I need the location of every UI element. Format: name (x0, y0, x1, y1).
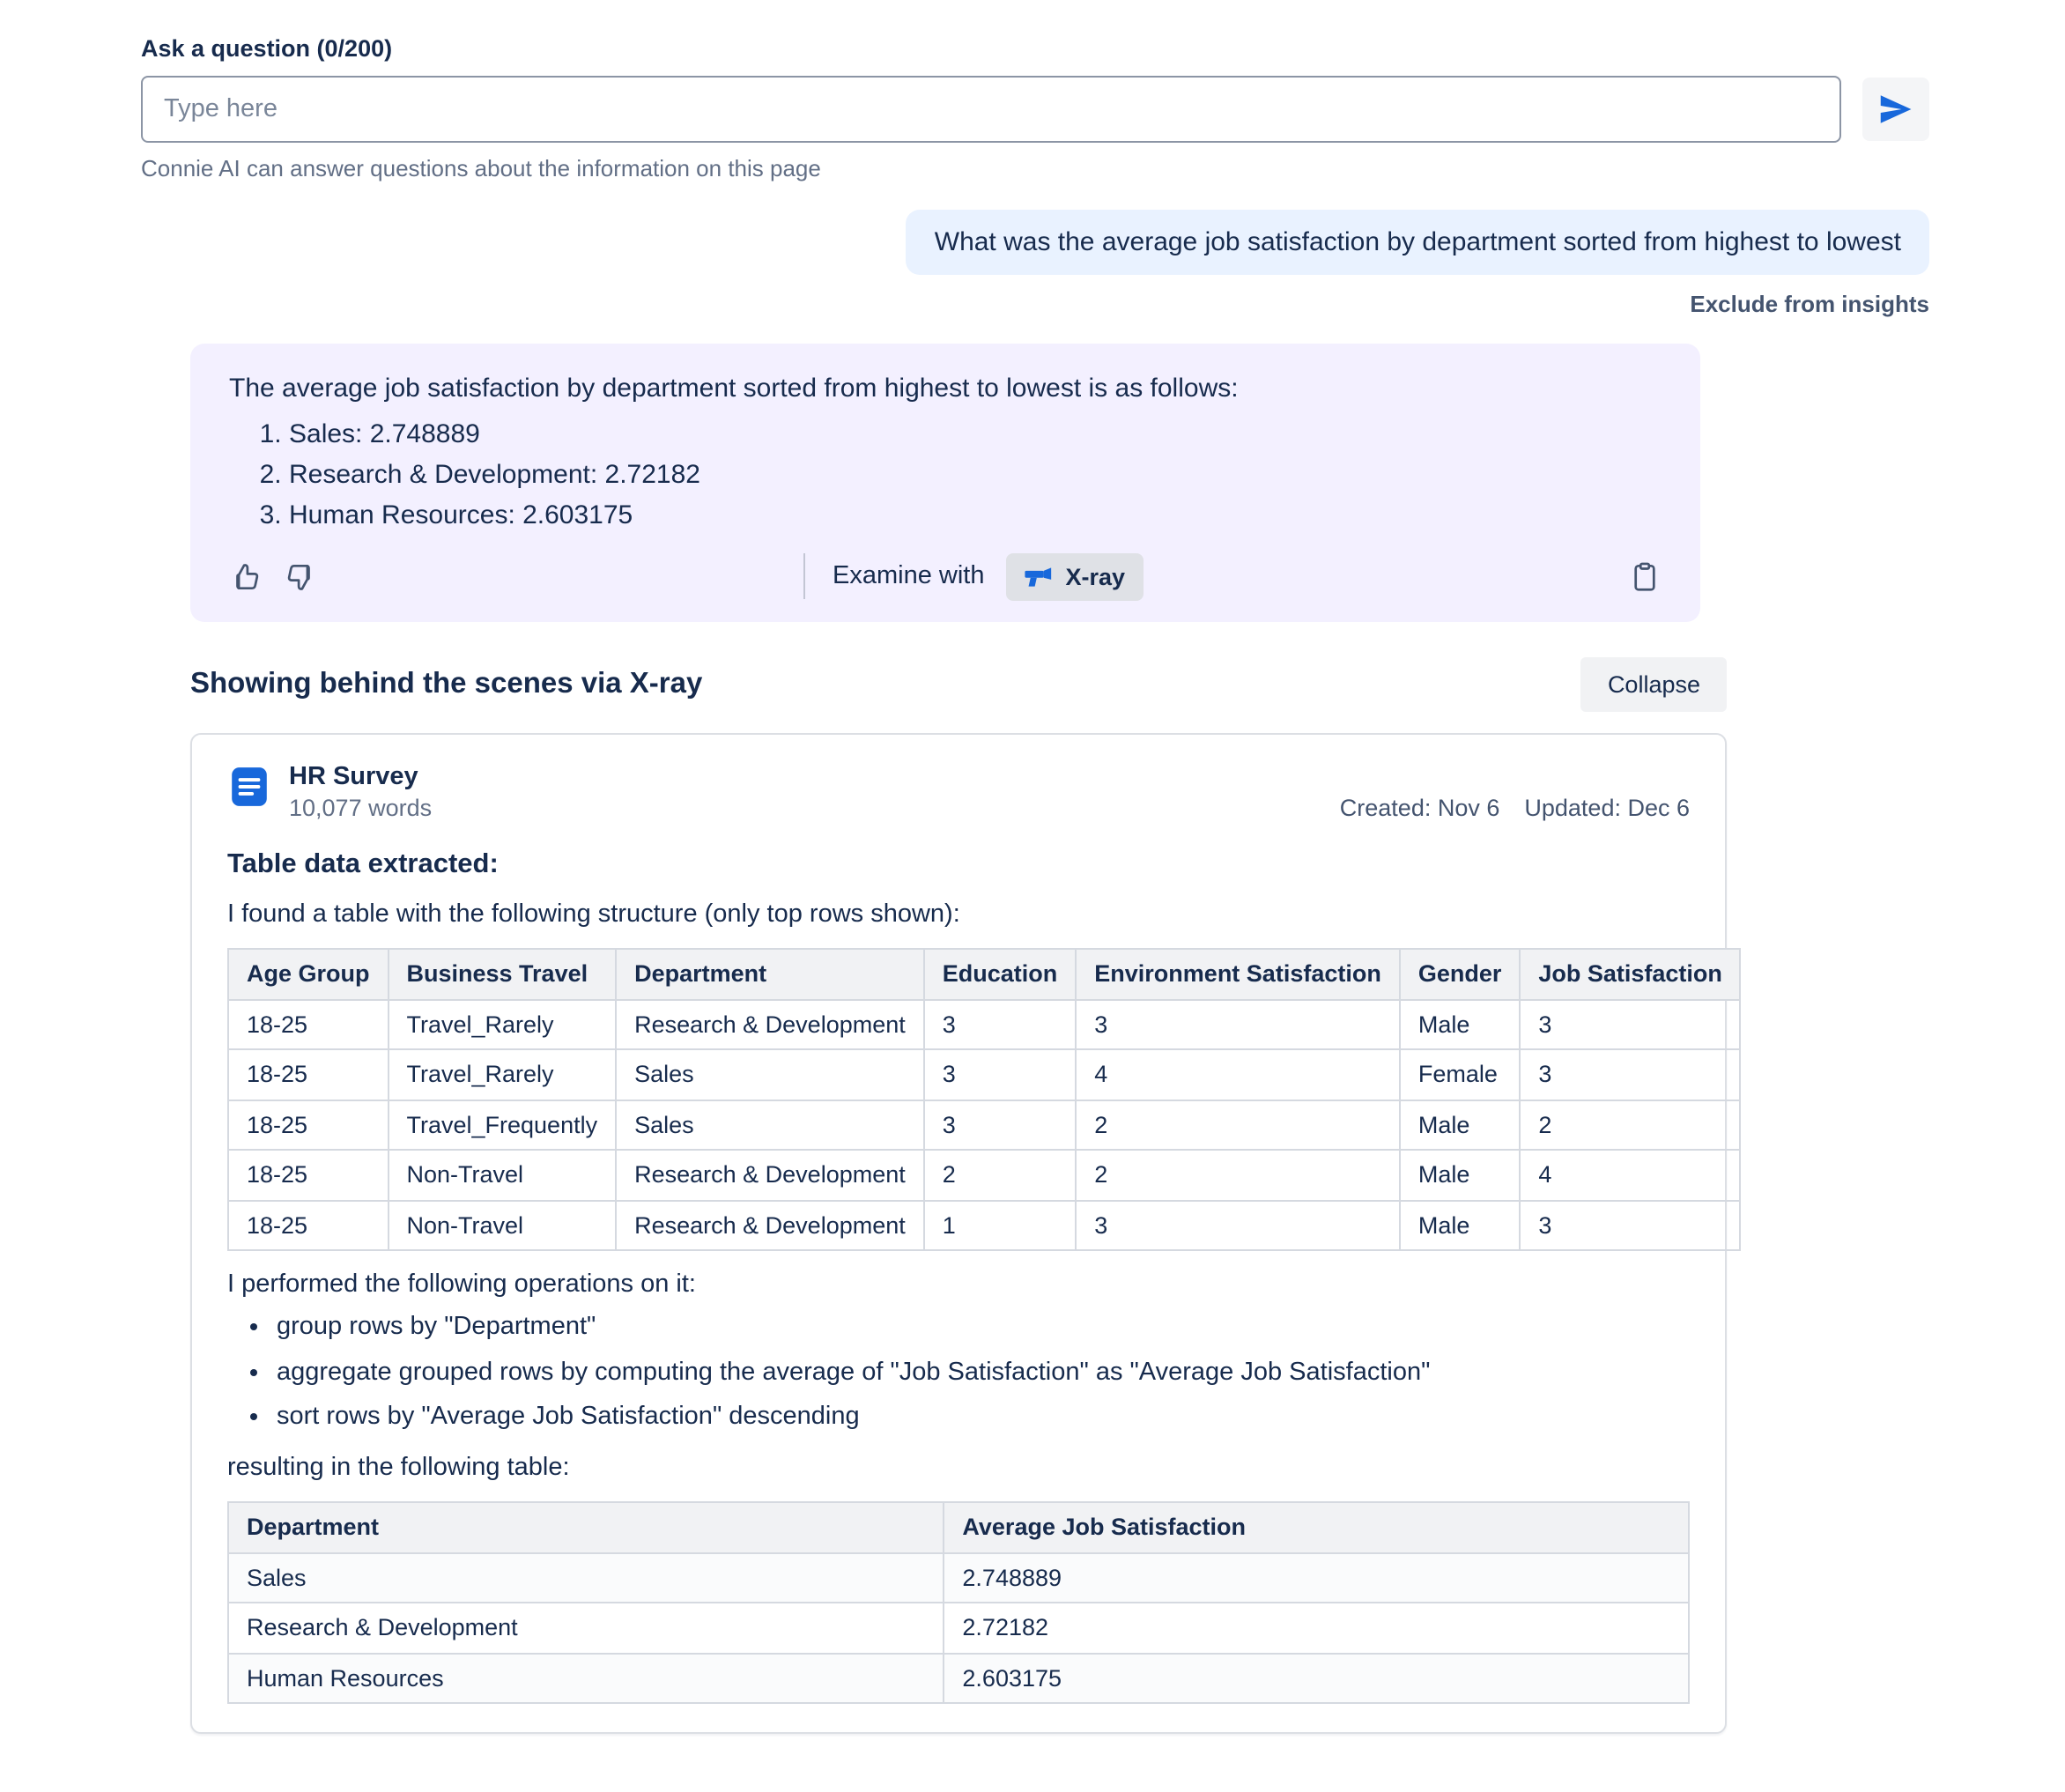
document-icon (227, 765, 271, 809)
document-dates (1340, 795, 1690, 821)
copy-to-clipboard-button[interactable] (1628, 559, 1662, 593)
table-cell: 3 (924, 1100, 1077, 1150)
table-cell: Travel_Rarely (389, 1049, 617, 1100)
table-row (228, 999, 1741, 1049)
user-question-bubble: What was the average job satisfaction by department sorted from highest to lowest (907, 210, 1929, 275)
table-cell: 2 (1076, 1150, 1400, 1200)
table-row (228, 1150, 1741, 1200)
list-item: 2. Research & Development: 2.72182 (289, 460, 1662, 490)
chat-section (141, 210, 1929, 622)
column-header: Department (228, 1502, 944, 1552)
answer-intro-text: The average job satisfaction by department sorted from highest to lowest is as follows: (229, 374, 1239, 404)
answer-ranked-list (229, 419, 1662, 530)
ask-section (141, 35, 1929, 181)
document-updated-date: Updated: Dec 6 (1524, 795, 1690, 821)
operations-list (245, 1310, 1690, 1435)
table-cell: 2.72182 (944, 1603, 1689, 1654)
table-cell: Male (1400, 1100, 1521, 1150)
thumbs-up-icon (229, 559, 263, 593)
table-row (228, 1049, 1741, 1100)
column-header: Gender (1400, 949, 1521, 999)
question-input[interactable] (141, 76, 1841, 143)
operations-intro-text: I performed the following operations on it: (227, 1270, 696, 1300)
table-cell: 2 (1520, 1100, 1741, 1150)
xray-button-label: X-ray (1065, 563, 1126, 589)
found-table-text: I found a table with the following structure (only top rows shown): (227, 900, 960, 929)
document-meta (289, 763, 432, 821)
examine-with-label: Examine with (833, 562, 985, 590)
table-cell: Research & Development (228, 1603, 944, 1654)
table-cell: 3 (1076, 1200, 1400, 1250)
table-cell: 18-25 (228, 1150, 389, 1200)
list-item: • sort rows by "Average Job Satisfaction" descending (277, 1399, 1690, 1435)
table-cell: Research & Development (616, 999, 924, 1049)
table-cell: Research & Development (616, 1150, 924, 1200)
user-message-row (141, 210, 1929, 275)
table-row (228, 1100, 1741, 1150)
table-cell: Travel_Rarely (389, 999, 617, 1049)
table-cell: Female (1400, 1049, 1521, 1100)
feedback-buttons (229, 559, 317, 593)
column-header: Environment Satisfaction (1076, 949, 1400, 999)
exclude-row (141, 289, 1929, 321)
send-icon (1876, 90, 1915, 129)
column-header: Job Satisfaction (1520, 949, 1741, 999)
thumbs-down-button[interactable] (284, 559, 317, 593)
table-cell: Travel_Frequently (389, 1100, 617, 1150)
column-header: Age Group (228, 949, 389, 999)
table-header-row (228, 949, 1741, 999)
thumbs-down-icon (284, 559, 317, 593)
list-item: • group rows by "Department" (277, 1310, 1690, 1346)
result-intro-text: resulting in the following table: (227, 1454, 570, 1483)
table-cell: 2.748889 (944, 1552, 1689, 1603)
examine-group (803, 553, 1143, 599)
document-header (227, 763, 1690, 821)
document-title: HR Survey (289, 763, 418, 791)
table-cell: Sales (616, 1049, 924, 1100)
table-row (228, 1200, 1741, 1250)
list-item: • aggregate grouped rows by computing the average of "Job Satisfaction" as "Average Job Satisfaction" (277, 1354, 1690, 1390)
ask-helper-text: Connie AI can answer questions about the information on this page (141, 155, 821, 181)
collapse-button[interactable]: Collapse (1581, 657, 1727, 712)
xray-gun-icon (1023, 561, 1053, 591)
table-cell: 18-25 (228, 1049, 389, 1100)
table-cell: Sales (616, 1100, 924, 1150)
table-cell: 3 (924, 999, 1077, 1049)
table-header-row (228, 1502, 1689, 1552)
ai-answer-card (190, 344, 1700, 622)
table-row (228, 1603, 1689, 1654)
document-created-date: Created: Nov 6 (1339, 795, 1500, 821)
table-cell: 18-25 (228, 999, 389, 1049)
xray-section-heading: Showing behind the scenes via X-ray (190, 668, 703, 700)
table-cell: 4 (1520, 1150, 1741, 1200)
table-cell: 3 (1520, 999, 1741, 1049)
column-header: Business Travel (389, 949, 617, 999)
document-word-count: 10,077 words (289, 795, 433, 821)
table-cell: Male (1400, 1200, 1521, 1250)
exclude-from-insights-link[interactable]: Exclude from insights (1690, 291, 1929, 317)
table-cell: 1 (924, 1200, 1077, 1250)
ask-question-label: Ask a question (0/200) (141, 35, 393, 62)
xray-card (190, 733, 1727, 1735)
table-cell: 2.603175 (944, 1654, 1689, 1704)
column-header: Education (924, 949, 1077, 999)
answer-footer (229, 544, 1662, 608)
send-button[interactable] (1862, 78, 1929, 141)
list-item: 3. Human Resources: 2.603175 (289, 500, 1662, 530)
table-cell: 3 (1520, 1049, 1741, 1100)
table-cell: Research & Development (616, 1200, 924, 1250)
thumbs-up-button[interactable] (229, 559, 263, 593)
table-cell: 2 (1076, 1100, 1400, 1150)
table-cell: Male (1400, 999, 1521, 1049)
column-header: Department (616, 949, 924, 999)
table-cell: 4 (1076, 1049, 1400, 1100)
table-cell: 2 (924, 1150, 1077, 1200)
result-table (227, 1501, 1690, 1704)
table-row (228, 1654, 1689, 1704)
table-cell: 18-25 (228, 1100, 389, 1150)
clipboard-icon (1628, 559, 1662, 593)
table-cell: Non-Travel (389, 1200, 617, 1250)
list-item: 1. Sales: 2.748889 (289, 419, 1662, 449)
table-cell: 18-25 (228, 1200, 389, 1250)
source-data-table (227, 948, 1742, 1252)
xray-button[interactable] (1005, 552, 1143, 600)
table-data-extracted-heading: Table data extracted: (227, 849, 499, 879)
table-cell: 3 (1520, 1200, 1741, 1250)
table-cell: Male (1400, 1150, 1521, 1200)
ask-input-row (141, 76, 1929, 143)
table-cell: 3 (924, 1049, 1077, 1100)
table-cell: Sales (228, 1552, 944, 1603)
table-row (228, 1552, 1689, 1603)
table-cell: Human Resources (228, 1654, 944, 1704)
xray-section (190, 657, 1727, 1735)
table-cell: Non-Travel (389, 1150, 617, 1200)
table-cell: 3 (1076, 999, 1400, 1049)
column-header: Average Job Satisfaction (944, 1502, 1689, 1552)
xray-header-row (190, 657, 1727, 712)
